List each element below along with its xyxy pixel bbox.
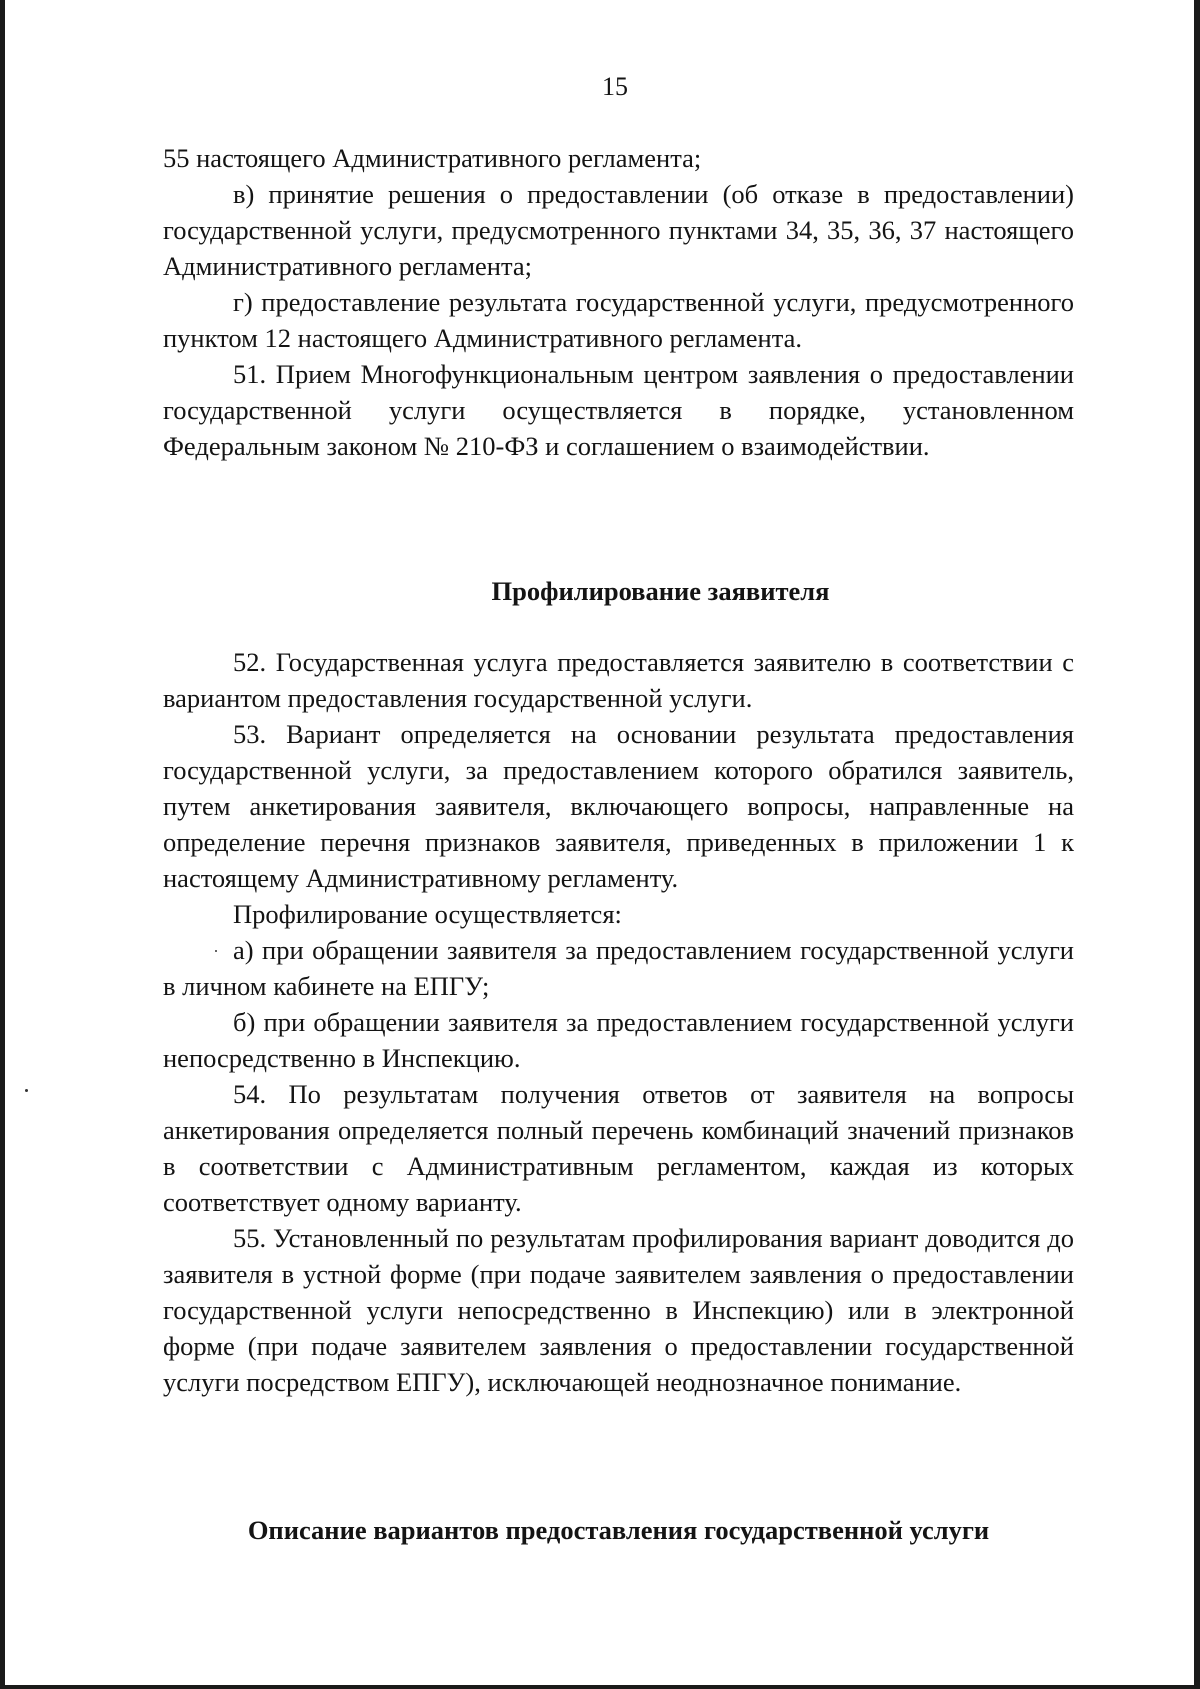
paragraph: 55. Установленный по результатам профилирования вариант доводится до заявителя в устной форме (при подаче заявителем заявления о предоставлении государственной услуги непосредственно в Инспекцию) или в электронной форме (при подаче заявителем заявления о предоставлении государственной услуги посредством ЕПГУ), исключающей неоднозначное понимание. [163, 1223, 1074, 1397]
top-text-block [163, 140, 1074, 464]
section1-text-block [163, 644, 1074, 1400]
paragraph: в) принятие решения о предоставлении (об отказе в предоставлении) государственной услуги, предусмотренного пунктами 34, 35, 36, 37 настоящего Административного регламента; [163, 179, 1074, 281]
paragraph: 53. Вариант определяется на основании результата предоставления государственной услуги, за предоставлением которого обратился заявитель, путем анкетирования заявителя, включающего вопросы, направленные на определение перечня признаков заявителя, приведенных в приложении 1 к настоящему Административному регламенту. [163, 719, 1074, 893]
section-heading-variants: Описание вариантов предоставления государственной услуги [247, 1515, 990, 1545]
scan-edge-left [0, 0, 5, 1689]
scan-speck [25, 1089, 28, 1092]
paragraph: 52. Государственная услуга предоставляется заявителю в соответствии с вариантом предоставления государственной услуги. [163, 647, 1074, 713]
paragraph: 51. Прием Многофункциональным центром заявления о предоставлении государственной услуги осуществляется в порядке, установленном Федеральным законом № 210-ФЗ и соглашением о взаимодействии. [163, 359, 1074, 461]
paragraph: а) при обращении заявителя за предоставлением государственной услуги в личном кабинете на ЕПГУ; [163, 935, 1074, 1001]
scan-edge-bottom [0, 1685, 1200, 1689]
scan-edge-right [1194, 0, 1200, 1689]
paragraph: г) предоставление результата государственной услуги, предусмотренного пунктом 12 настоящего Административного регламента. [163, 287, 1074, 353]
paragraph: 54. По результатам получения ответов от заявителя на вопросы анкетирования определяется полный перечень комбинаций значений признаков в соответствии с Административным регламентом, каждая из которых соответствует одному варианту. [163, 1079, 1074, 1217]
paragraph: 55 настоящего Административного регламента; [163, 143, 702, 173]
section-heading-profiling: Профилирование заявителя [491, 576, 830, 606]
paragraph: Профилирование осуществляется: [233, 899, 622, 929]
paragraph: б) при обращении заявителя за предоставлением государственной услуги непосредственно в Инспекцию. [163, 1007, 1074, 1073]
page-number: 15 [602, 72, 628, 101]
